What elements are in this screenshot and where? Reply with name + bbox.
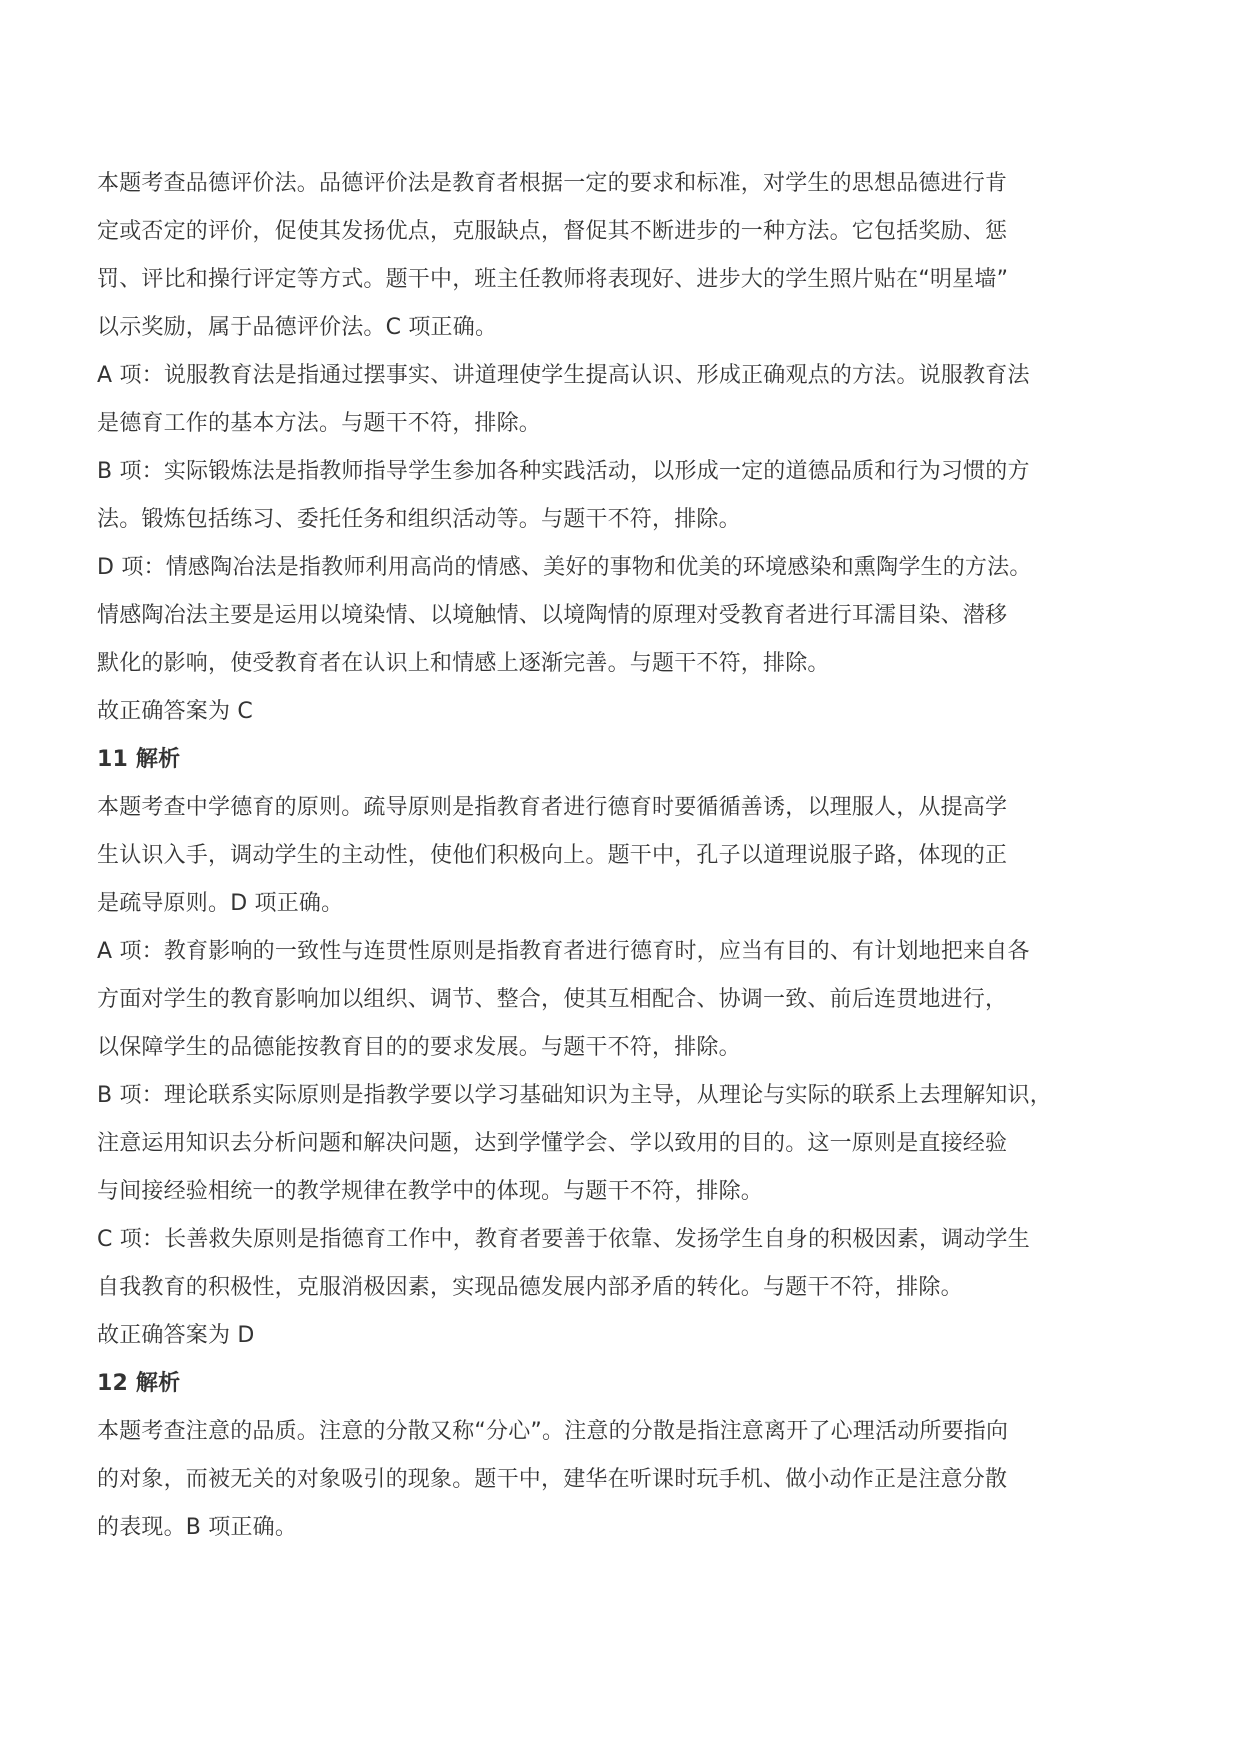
paragraph-line: 自我教育的积极性，克服消极因素，实现品德发展内部矛盾的转化。与题干不符，排除。 (97, 1275, 963, 1300)
paragraph-line: 注意运用知识去分析问题和解决问题，达到学懂学会、学以致用的目的。这一原则是直接经验 (97, 1131, 1008, 1156)
explanation-11 (97, 736, 1167, 1360)
section-heading: 12 解析 (97, 1371, 181, 1396)
option-b-line: B 项：实际锻炼法是指教师指导学生参加各种实践活动，以形成一定的道德品质和行为习惯的方 (97, 459, 1030, 484)
paragraph-line: 是疏导原则。D 项正确。 (97, 891, 344, 916)
paragraph-line: 的对象，而被无关的对象吸引的现象。题干中，建华在听课时玩手机、做小动作正是注意分散 (97, 1467, 1008, 1492)
paragraph-line: 法。锻炼包括练习、委托任务和组织活动等。与题干不符，排除。 (97, 507, 741, 532)
paragraph-line: 定或否定的评价，促使其发扬优点，克服缺点，督促其不断进步的一种方法。它包括奖励、惩 (97, 219, 1008, 244)
paragraph-line: 方面对学生的教育影响加以组织、调节、整合，使其互相配合、协调一致、前后连贯地进行， (97, 987, 1008, 1012)
paragraph-line: 以示奖励，属于品德评价法。C 项正确。 (97, 315, 498, 340)
paragraph-line: 本题考查品德评价法。品德评价法是教育者根据一定的要求和标准，对学生的思想品德进行肯 (97, 171, 1008, 196)
paragraph-line: 罚、评比和操行评定等方式。题干中，班主任教师将表现好、进步大的学生照片贴在“明星墙” (97, 267, 1009, 292)
paragraph-line: 情感陶冶法主要是运用以境染情、以境触情、以境陶情的原理对受教育者进行耳濡目染、潜移 (97, 603, 1008, 628)
answer-line: 故正确答案为 C (97, 699, 253, 724)
paragraph-line: 以保障学生的品德能按教育目的的要求发展。与题干不符，排除。 (97, 1035, 741, 1060)
answer-explanations (97, 160, 1167, 1552)
paragraph-line: 的表现。B 项正确。 (97, 1515, 298, 1540)
explanation-12 (97, 1360, 1167, 1552)
section-heading: 11 解析 (97, 747, 181, 772)
option-a-line: A 项：教育影响的一致性与连贯性原则是指教育者进行德育时，应当有目的、有计划地把来自各 (97, 939, 1030, 964)
paragraph-line: 生认识入手，调动学生的主动性，使他们积极向上。题干中，孔子以道理说服子路，体现的正 (97, 843, 1008, 868)
paragraph-line: 本题考查中学德育的原则。疏导原则是指教育者进行德育时要循循善诱，以理服人，从提高学 (97, 795, 1008, 820)
explanation-continued (97, 160, 1167, 736)
option-c-line: C 项：长善救失原则是指德育工作中，教育者要善于依靠、发扬学生自身的积极因素，调动学生 (97, 1227, 1030, 1252)
answer-line: 故正确答案为 D (97, 1323, 255, 1348)
option-d-line: D 项：情感陶冶法是指教师利用高尚的情感、美好的事物和优美的环境感染和熏陶学生的方法。 (97, 555, 1032, 580)
paragraph-line: 本题考查注意的品质。注意的分散又称“分心”。注意的分散是指注意离开了心理活动所要指向 (97, 1419, 1009, 1444)
paragraph-line: 默化的影响，使受教育者在认识上和情感上逐渐完善。与题干不符，排除。 (97, 651, 830, 676)
paragraph-line: 是德育工作的基本方法。与题干不符，排除。 (97, 411, 542, 436)
paragraph-line: 与间接经验相统一的教学规律在教学中的体现。与题干不符，排除。 (97, 1179, 764, 1204)
option-a-line: A 项：说服教育法是指通过摆事实、讲道理使学生提高认识、形成正确观点的方法。说服教育法 (97, 363, 1030, 388)
option-b-line: B 项：理论联系实际原则是指教学要以学习基础知识为主导，从理论与实际的联系上去理解知识， (97, 1083, 1052, 1108)
